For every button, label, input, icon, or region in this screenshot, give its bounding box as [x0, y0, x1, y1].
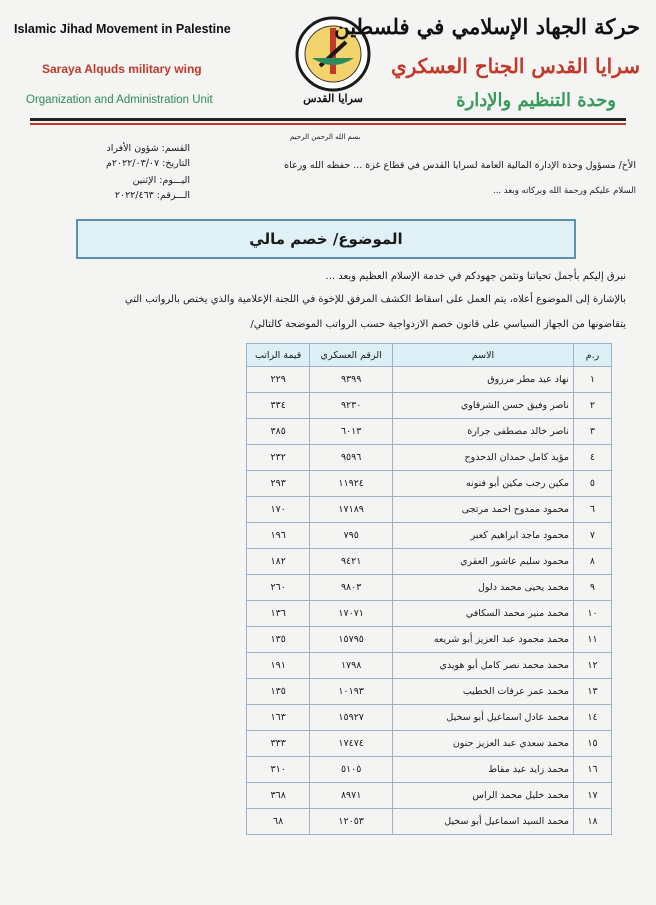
- cell-name: محمود ماجد ابراهيم كعبر: [393, 523, 574, 549]
- cell-military-number: ١١٩٢٤: [310, 471, 393, 497]
- cell-salary: ١٩١: [247, 653, 310, 679]
- cell-name: محمود سليم عاشور العقري: [393, 549, 574, 575]
- table-row: [247, 679, 612, 705]
- cell-salary: ٢٦٠: [247, 575, 310, 601]
- cell-military-number: ١٥٩٢٧: [310, 705, 393, 731]
- cell-serial: ١٢: [573, 653, 611, 679]
- cell-name: محمد عادل اسماعيل أبو سخيل: [393, 705, 574, 731]
- table-row: [247, 497, 612, 523]
- table-row: [247, 653, 612, 679]
- cell-salary: ١٧٠: [247, 497, 310, 523]
- cell-name: نهاد عيد مطر مرزوق: [393, 367, 574, 393]
- table-row: [247, 367, 612, 393]
- cell-military-number: ٧٩٥: [310, 523, 393, 549]
- unit-name-en: Organization and Administration Unit: [26, 94, 213, 106]
- cell-name: محمد سعدي عبد العزيز حنون: [393, 731, 574, 757]
- cell-name: ناصر وفيق حسن الشرقاوي: [393, 393, 574, 419]
- cell-serial: ٢: [573, 393, 611, 419]
- cell-military-number: ٩٣٩٩: [310, 367, 393, 393]
- table-row: [247, 419, 612, 445]
- table-row: [247, 393, 612, 419]
- cell-salary: ١٣٥: [247, 627, 310, 653]
- table-row: [247, 705, 612, 731]
- cell-serial: ٧: [573, 523, 611, 549]
- cell-name: محمد منير محمد السكافي: [393, 601, 574, 627]
- cell-name: مؤيد كامل حمدان الدحدوح: [393, 445, 574, 471]
- org-name-en: Islamic Jihad Movement in Palestine: [14, 22, 231, 36]
- header-divider: [30, 118, 626, 121]
- cell-serial: ١: [573, 367, 611, 393]
- cell-name: محمد محمد نصر كامل أبو هويدي: [393, 653, 574, 679]
- meta-date: التاريخ: ٢٠٢٢/٠٣/٠٧م: [105, 158, 190, 169]
- cell-military-number: ١٥٧٩٥: [310, 627, 393, 653]
- cell-salary: ٣٣٣: [247, 731, 310, 757]
- cell-military-number: ١٢٠٥٣: [310, 809, 393, 835]
- wing-name-en: Saraya Alquds military wing: [42, 62, 202, 76]
- cell-salary: ١٣٦: [247, 601, 310, 627]
- cell-serial: ١٦: [573, 757, 611, 783]
- table-row: [247, 783, 612, 809]
- basmala: بسم الله الرحمن الرحيم: [290, 133, 361, 141]
- cell-serial: ٩: [573, 575, 611, 601]
- table-row: [247, 471, 612, 497]
- table-row: [247, 549, 612, 575]
- header-divider-red: [30, 123, 626, 125]
- table-header-row: [247, 344, 612, 367]
- cell-serial: ١٠: [573, 601, 611, 627]
- table-row: [247, 601, 612, 627]
- cell-military-number: ١٧٠٧١: [310, 601, 393, 627]
- cell-serial: ١٧: [573, 783, 611, 809]
- paragraph-body-1: بالإشارة إلى الموضوع أعلاه، يتم العمل على اسقاط الكشف المرفق للإخوة في اللجنة الإعلامية والذي يختص بالرواتب التي: [124, 294, 626, 305]
- paragraph-intro: نبرق إليكم بأجمل تحياتنا ونثمن جهودكم في خدمة الإسلام العظيم وبعد ...: [325, 271, 626, 282]
- cell-serial: ٤: [573, 445, 611, 471]
- cell-military-number: ٩٨٠٣: [310, 575, 393, 601]
- cell-name: محمد عمر عرفات الخطيب: [393, 679, 574, 705]
- cell-salary: ٣٨٥: [247, 419, 310, 445]
- cell-military-number: ١٠١٩٣: [310, 679, 393, 705]
- cell-serial: ٥: [573, 471, 611, 497]
- cell-military-number: ٩٥٩٦: [310, 445, 393, 471]
- header-name: الاسم: [393, 344, 574, 367]
- header-serial: ر.م: [573, 344, 611, 367]
- cell-serial: ١٨: [573, 809, 611, 835]
- cell-military-number: ١٧٩٨: [310, 653, 393, 679]
- cell-serial: ٣: [573, 419, 611, 445]
- cell-military-number: ١٧٤٧٤: [310, 731, 393, 757]
- wing-name-ar: سرايا القدس الجناح العسكري: [390, 54, 640, 78]
- table-row: [247, 809, 612, 835]
- cell-name: مكين رجب مكين أبو فنونه: [393, 471, 574, 497]
- cell-military-number: ٦٠١٣: [310, 419, 393, 445]
- cell-salary: ٢٣٢: [247, 445, 310, 471]
- meta-number: الـــرقم: ٢٠٢٢/٤٦٣: [114, 190, 190, 201]
- cell-salary: ٣٣٤: [247, 393, 310, 419]
- meta-day: اليـــوم: الإثنين: [132, 175, 190, 186]
- cell-salary: ٢٩٣: [247, 471, 310, 497]
- table-row: [247, 445, 612, 471]
- subject-box: [76, 219, 576, 259]
- table-row: [247, 731, 612, 757]
- cell-name: محمد يحيى محمد دلول: [393, 575, 574, 601]
- cell-name: محمد خليل محمد الراس: [393, 783, 574, 809]
- greeting-line: السلام عليكم ورحمة الله وبركاته وبعد ...: [493, 186, 636, 196]
- cell-serial: ١٥: [573, 731, 611, 757]
- unit-name-ar: وحدة التنظيم والإدارة: [456, 90, 616, 111]
- cell-serial: ١٣: [573, 679, 611, 705]
- cell-serial: ١١: [573, 627, 611, 653]
- cell-name: ناصر خالد مصطفى جرارة: [393, 419, 574, 445]
- cell-salary: ٦٨: [247, 809, 310, 835]
- cell-military-number: ٨٩٧١: [310, 783, 393, 809]
- paragraph-body-2: يتقاضونها من الجهاز السياسي على قانون خصم الازدواجية حسب الرواتب الموضحة كالتالي/: [250, 319, 626, 330]
- cell-military-number: ١٧١٨٩: [310, 497, 393, 523]
- cell-name: محمود ممدوح احمد مرتجى: [393, 497, 574, 523]
- table-row: [247, 523, 612, 549]
- svg-text:سرايا القدس: سرايا القدس: [303, 92, 363, 105]
- cell-serial: ٦: [573, 497, 611, 523]
- recipient-line: الأخ/ مسؤول وحدة الإدارة المالية العامة لسرايا القدس في قطاع غزة ... حفظه الله ورعاه: [284, 160, 636, 171]
- org-name-ar: حركة الجهاد الإسلامي في فلسطين: [334, 14, 640, 39]
- table-body: [247, 367, 612, 835]
- table-row: [247, 575, 612, 601]
- table-row: [247, 757, 612, 783]
- header-military-number: الرقم العسكري: [310, 344, 393, 367]
- cell-military-number: ٥١٠٥: [310, 757, 393, 783]
- cell-salary: ١٨٢: [247, 549, 310, 575]
- cell-salary: ٣٦٨: [247, 783, 310, 809]
- cell-salary: ١٦٣: [247, 705, 310, 731]
- table-row: [247, 627, 612, 653]
- cell-name: محمد محمود عبد العزيز أبو شريعه: [393, 627, 574, 653]
- cell-military-number: ٩٢٣٠: [310, 393, 393, 419]
- cell-salary: ٢٢٩: [247, 367, 310, 393]
- cell-name: محمد زايد عيد مقاط: [393, 757, 574, 783]
- cell-serial: ١٤: [573, 705, 611, 731]
- header-salary: قيمة الراتب: [247, 344, 310, 367]
- salary-deduction-table: [246, 343, 612, 835]
- cell-serial: ٨: [573, 549, 611, 575]
- cell-salary: ١٣٥: [247, 679, 310, 705]
- cell-salary: ٣١٠: [247, 757, 310, 783]
- subject-title: الموضوع/ خصم مالي: [249, 230, 403, 248]
- cell-name: محمد السيد اسماعيل أبو سخيل: [393, 809, 574, 835]
- cell-salary: ١٩٦: [247, 523, 310, 549]
- cell-military-number: ٩٤٢١: [310, 549, 393, 575]
- meta-department: القسم: شؤون الأفراد: [106, 143, 190, 154]
